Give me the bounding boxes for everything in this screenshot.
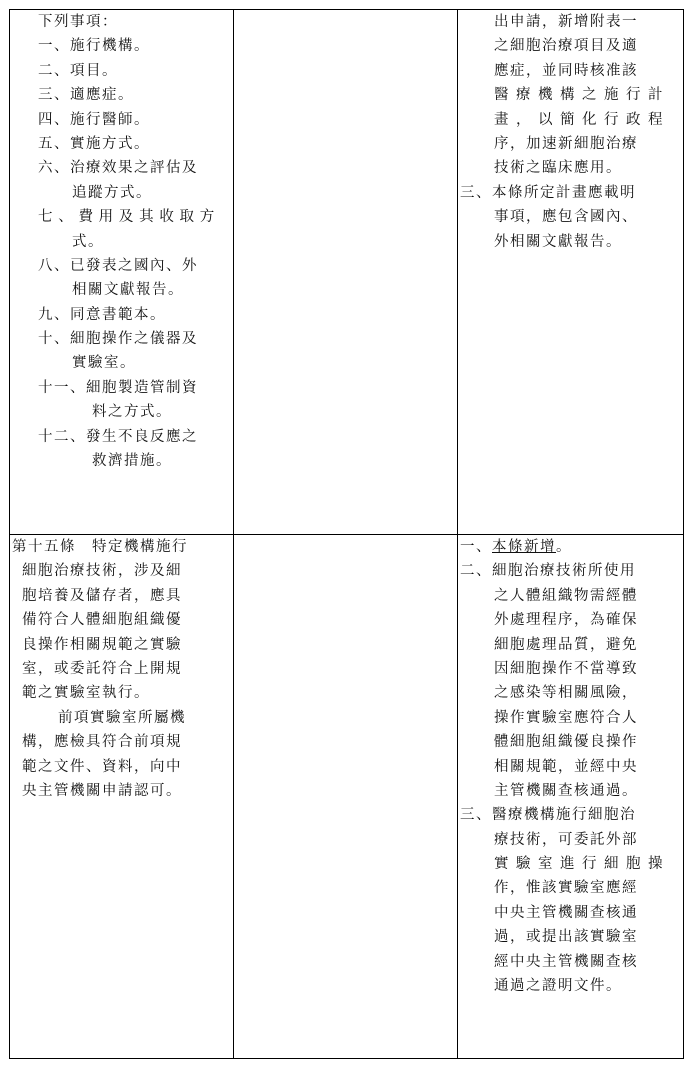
text-line: 胞培養及儲存者，應具 bbox=[22, 587, 182, 604]
text-line: 一、施行機構。 bbox=[38, 38, 150, 55]
text-line: 下列事項： bbox=[38, 14, 118, 30]
text-line: 技術之臨床應用。 bbox=[494, 160, 622, 177]
text-line: 七、費用及其收取方 bbox=[38, 209, 220, 226]
underlined-text: 本條新增 bbox=[492, 539, 556, 555]
text-line: 中央主管機關查核通 bbox=[494, 904, 638, 921]
explanation-cell bbox=[458, 10, 684, 535]
text-line: 室，或委託符合上開規 bbox=[22, 660, 182, 677]
text-line: 救濟措施。 bbox=[92, 453, 172, 470]
text-line: 第十五條 特定機構施行 bbox=[12, 539, 188, 555]
text-line: 之人體組織物需經體 bbox=[494, 587, 638, 604]
text-line: 通過之證明文件。 bbox=[494, 978, 622, 995]
text-line: 作，惟該實驗室應經 bbox=[494, 880, 638, 897]
text-line: 序，加速新細胞治療 bbox=[494, 135, 638, 152]
comparison-table bbox=[9, 9, 684, 1059]
text-line: 構，應檢具符合前項規 bbox=[22, 734, 182, 751]
text-line: 追蹤方式。 bbox=[72, 184, 152, 201]
text-line: 三、適應症。 bbox=[38, 87, 134, 104]
text-line: 三、本條所定計畫應載明 bbox=[460, 184, 636, 201]
text-line: 畫，以簡化行政程 bbox=[494, 111, 670, 128]
text-line: 備符合人體細胞組織優 bbox=[22, 612, 182, 629]
text-line: 八、已發表之國內、外 bbox=[38, 257, 198, 274]
text-line: 之細胞治療項目及適 bbox=[494, 38, 638, 55]
list-marker: 一、 bbox=[460, 539, 492, 555]
punctuation: 。 bbox=[556, 539, 572, 555]
current-text-cell bbox=[234, 535, 458, 1059]
text-line: 事項，應包含國內、 bbox=[494, 209, 638, 226]
text-line bbox=[458, 535, 683, 559]
text-line: 良操作相關規範之實驗 bbox=[22, 636, 182, 653]
text-line: 九、同意書範本。 bbox=[38, 306, 166, 323]
text-line: 三、醫療機構施行細胞治 bbox=[460, 807, 636, 824]
text-line: 應症，並同時核准該 bbox=[494, 62, 638, 79]
text-line: 二、項目。 bbox=[38, 62, 118, 79]
amended-text-cell bbox=[10, 535, 234, 1059]
text-line: 五、實施方式。 bbox=[38, 135, 150, 152]
text-line: 範之實驗室執行。 bbox=[22, 685, 150, 702]
text-line: 主管機關查核通過。 bbox=[494, 782, 638, 799]
table-row bbox=[10, 10, 684, 535]
text-line: 細胞治療技術，涉及細 bbox=[22, 563, 182, 580]
text-line: 相關規範，並經中央 bbox=[494, 758, 638, 775]
text-line: 六、治療效果之評估及 bbox=[38, 160, 198, 177]
text-line: 央主管機關申請認可。 bbox=[22, 782, 182, 799]
text-line: 外處理程序，為確保 bbox=[494, 612, 638, 629]
explanation-cell bbox=[458, 535, 684, 1059]
text-line: 實驗室。 bbox=[72, 355, 136, 372]
text-line: 十、細胞操作之儀器及 bbox=[38, 331, 198, 348]
text-line: 相關文獻報告。 bbox=[72, 282, 184, 299]
text-line: 十一、細胞製造管制資 bbox=[38, 379, 198, 396]
text-line: 經中央主管機關查核 bbox=[494, 953, 638, 970]
text-line: 十二、發生不良反應之 bbox=[38, 428, 198, 445]
text-line: 操作實驗室應符合人 bbox=[494, 709, 638, 726]
text-line: 過，或提出該實驗室 bbox=[494, 929, 638, 946]
text-line: 因細胞操作不當導致 bbox=[494, 660, 638, 677]
text-line: 範之文件、資料，向中 bbox=[22, 758, 182, 775]
text-line: 細胞處理品質，避免 bbox=[494, 636, 638, 653]
current-text-cell bbox=[234, 10, 458, 535]
text-line: 式。 bbox=[72, 233, 104, 250]
text-line: 外相關文獻報告。 bbox=[494, 233, 622, 250]
amended-text-cell bbox=[10, 10, 234, 535]
text-line: 料之方式。 bbox=[92, 404, 172, 421]
text-line: 療技術，可委託外部 bbox=[494, 831, 638, 848]
text-line: 醫療機構之施行計 bbox=[494, 87, 670, 104]
text-line: 二、細胞治療技術所使用 bbox=[460, 563, 636, 580]
text-line: 四、施行醫師。 bbox=[38, 111, 150, 128]
table-row bbox=[10, 535, 684, 1059]
text-line: 出申請，新增附表一 bbox=[494, 14, 638, 30]
text-line: 實驗室進行細胞操 bbox=[494, 856, 670, 873]
text-line: 體細胞組織優良操作 bbox=[494, 734, 638, 751]
text-line: 之感染等相關風險， bbox=[494, 685, 638, 702]
text-line: 前項實驗室所屬機 bbox=[58, 709, 186, 726]
